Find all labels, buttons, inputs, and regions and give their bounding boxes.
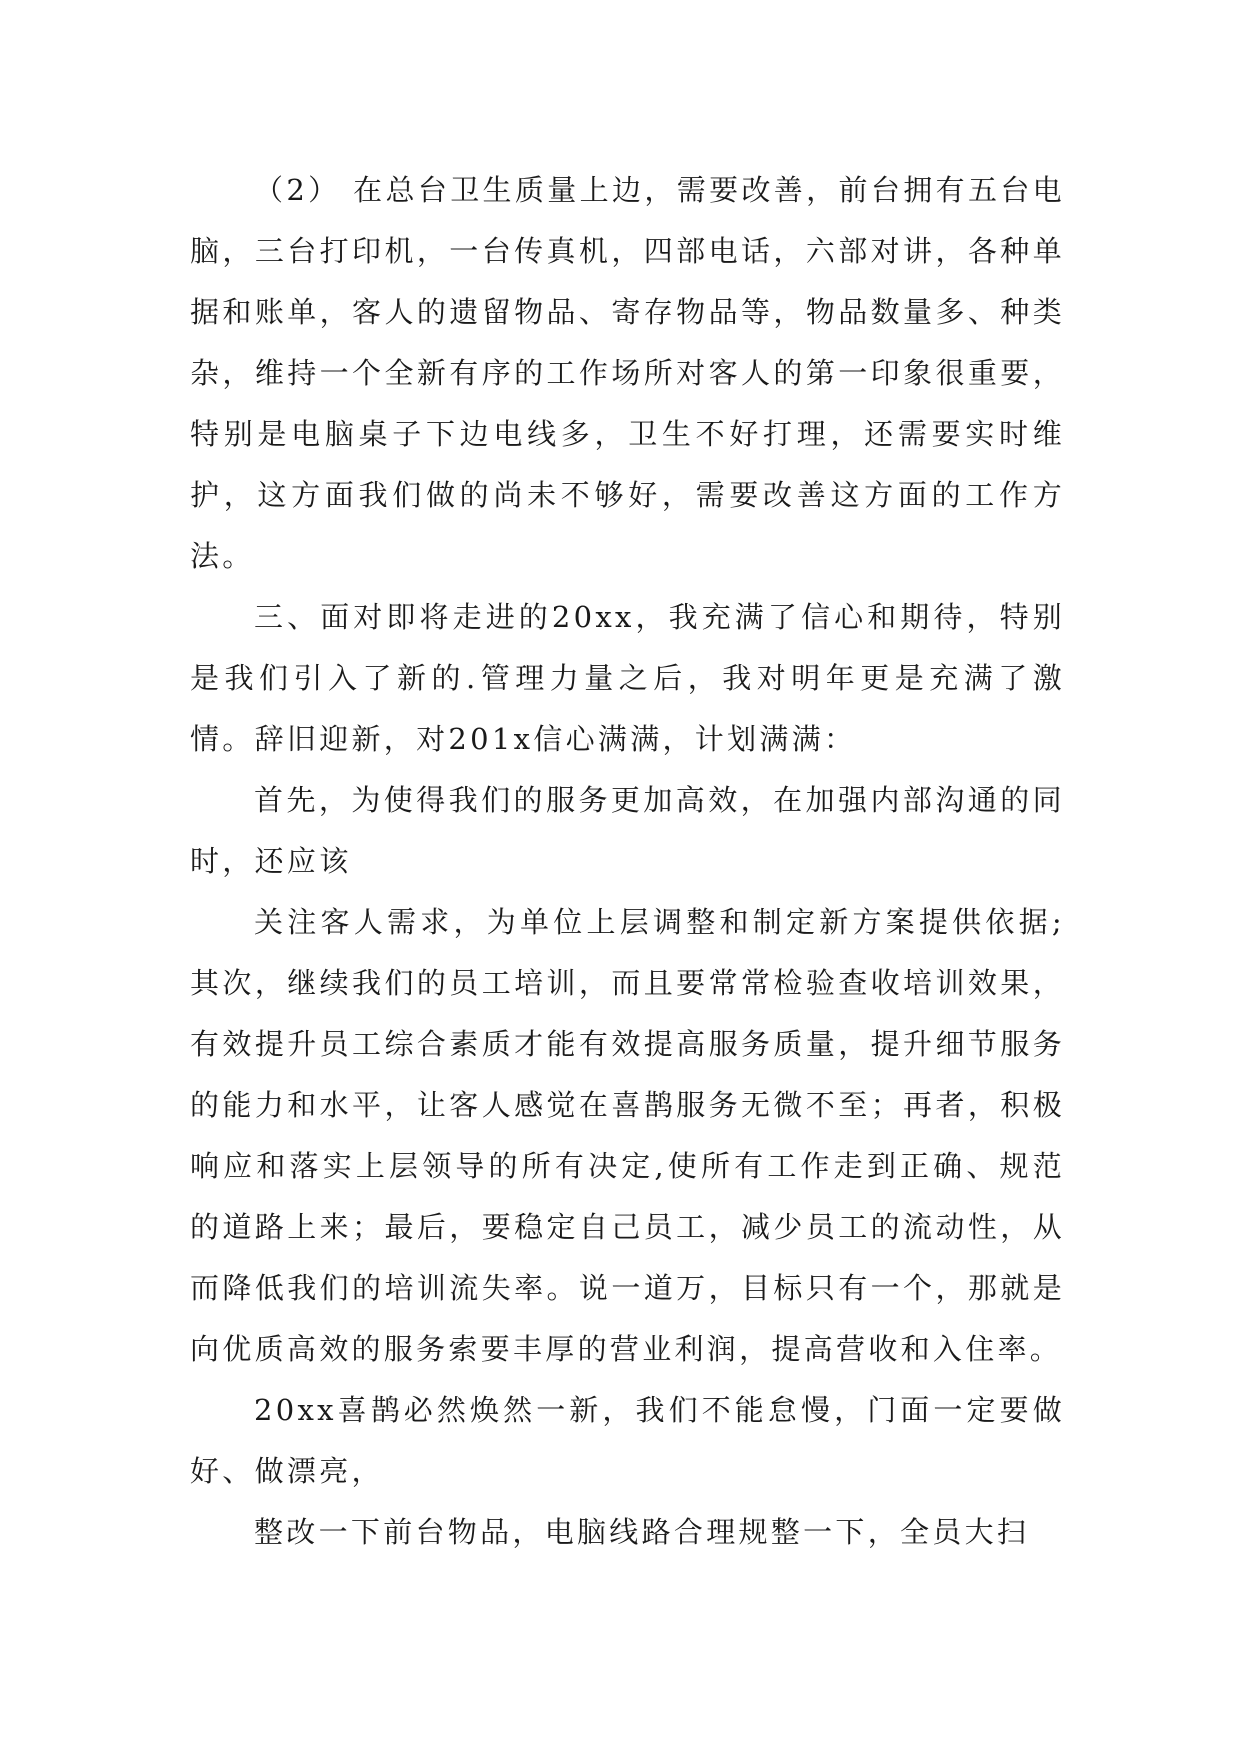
paragraph-first-communication: 首先，为使得我们的服务更加高效，在加强内部沟通的同时，还应该 [190,783,1065,878]
paragraph-front-desk-hygiene: （2） 在总台卫生质量上边，需要改善，前台拥有五台电脑，三台打印机，一台传真机，四部电话，六部对讲，各种单据和账单，客人的遗留物品、寄存物品等，物品数量多、种类杂，维持一个全新有序的工作场所对客人的第一印象很重要，特别是电脑桌子下边电线多，卫生不好打理，还需要实时维护，这方面我们做的尚未不够好，需要改善这方面的工作方法。 [190,173,1065,573]
paragraph-new-year-outlook: 三、面对即将走进的20xx，我充满了信心和期待，特别是我们引入了新的.管理力量之后，我对明年更是充满了激情。辞旧迎新，对201x信心满满，计划满满： [190,600,1065,756]
paragraph-rectification: 整改一下前台物品，电脑线路合理规整一下，全员大扫 [254,1515,1030,1549]
paragraph-plans-list: 关注客人需求，为单位上层调整和制定新方案提供依据;其次，继续我们的员工培训，而且要常常检验查收培训效果，有效提升员工综合素质才能有效提高服务质量，提升细节服务的能力和水平，让客人感觉在喜鹊服务无微不至；再者，积极响应和落实上层领导的所有决定,使所有工作走到正确、规范的道路上来；最后，要稳定自己员工，减少员工的流动性，从而降低我们的培训流失率。说一道万，目标只有一个，那就是向优质高效的服务索要丰厚的营业利润，提高营收和入住率。 [190,905,1065,1366]
paragraph-new-look: 20xx喜鹊必然焕然一新，我们不能怠慢，门面一定要做好、做漂亮， [190,1393,1065,1488]
document-body [190,160,1065,1563]
